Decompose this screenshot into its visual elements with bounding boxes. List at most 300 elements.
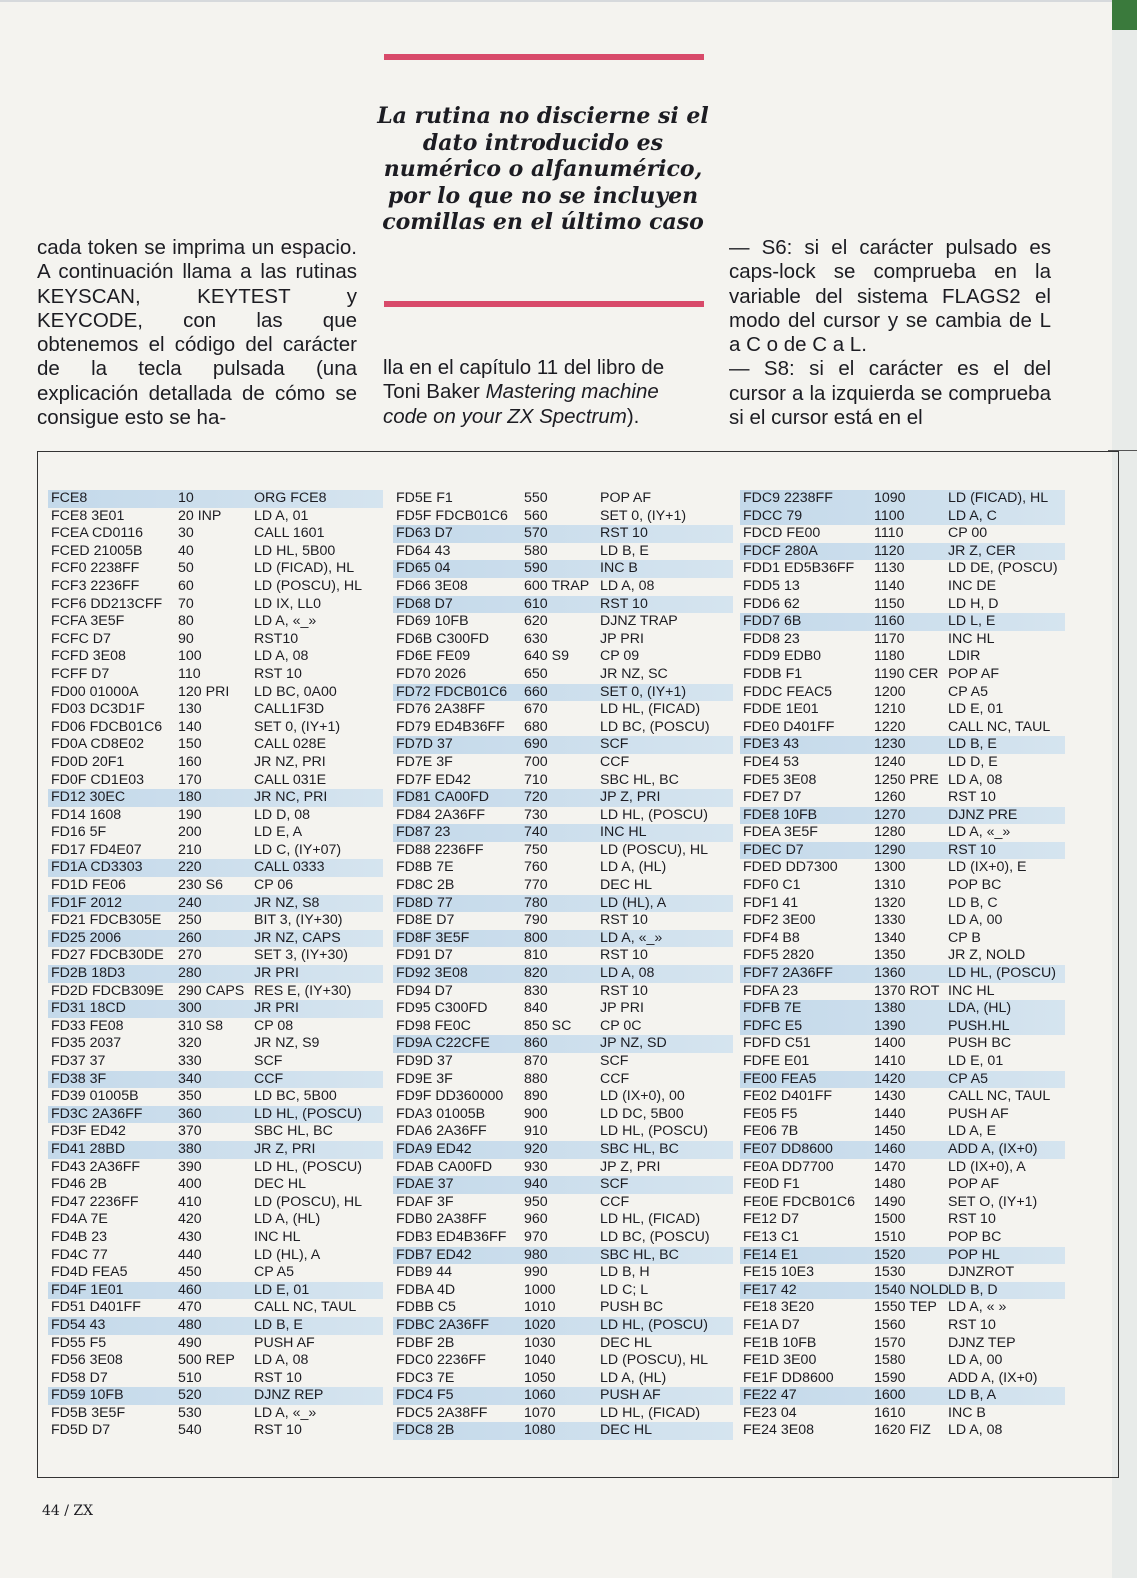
- listing-line: 530: [178, 1404, 202, 1421]
- listing-instruction: JR Z, NOLD: [948, 947, 1026, 964]
- listing-instruction: PUSH AF: [600, 1387, 661, 1404]
- listing-row: [740, 947, 1065, 965]
- listing-line: 710: [524, 771, 548, 788]
- listing-row: [393, 1282, 733, 1300]
- listing-line: 510: [178, 1369, 202, 1386]
- listing-address: FDC0 2236FF: [396, 1352, 486, 1369]
- listing-line: 1270: [874, 806, 906, 823]
- listing-address: FD76 2A38FF: [396, 701, 486, 718]
- listing-line: 1340: [874, 929, 906, 946]
- listing-instruction: RES E, (IY+30): [254, 982, 352, 999]
- listing-row: [393, 613, 733, 631]
- listing-line: 1620 FIZ: [874, 1422, 931, 1439]
- listing-row: [740, 1299, 1065, 1317]
- listing-address: FD41 28BD: [51, 1140, 126, 1157]
- listing-address: FDE0 D401FF: [743, 718, 835, 735]
- listing-instruction: LD HL, (POSCU): [948, 965, 1056, 982]
- listing-row: [48, 631, 383, 649]
- listing-line: 1360: [874, 965, 906, 982]
- listing-address: FD8C 2B: [396, 877, 455, 894]
- listing-line: 890: [524, 1088, 548, 1105]
- listing-line: 970: [524, 1228, 548, 1245]
- listing-line: 540: [178, 1422, 202, 1439]
- listing-instruction: LD A, (HL): [600, 1369, 667, 1386]
- listing-instruction: DJNZ PRE: [948, 806, 1018, 823]
- listing-line: 1530: [874, 1264, 906, 1281]
- page-folio: 44 / ZX: [42, 1503, 94, 1519]
- listing-address: FDD5 13: [743, 577, 800, 594]
- listing-line: 110: [178, 665, 201, 682]
- listing-line: 860: [524, 1035, 548, 1052]
- listing-instruction: JR PRI: [254, 965, 299, 982]
- listing-instruction: LDA, (HL): [948, 1000, 1012, 1017]
- listing-row: [393, 1211, 733, 1229]
- listing-line: 500 REP: [178, 1352, 235, 1369]
- listing-line: 150: [178, 736, 202, 753]
- listing-instruction: LD (POSCU), HL: [254, 1193, 362, 1210]
- listing-instruction: LD DC, 5B00: [600, 1105, 684, 1122]
- listing-address: FDF7 2A36FF: [743, 965, 833, 982]
- listing-row: [48, 525, 383, 543]
- listing-line: 480: [178, 1316, 202, 1333]
- listing-row: [740, 560, 1065, 578]
- listing-instruction: LD L, E: [948, 613, 996, 630]
- listing-instruction: SET 0, (IY+1): [600, 683, 687, 700]
- listing-row: [48, 1035, 383, 1053]
- listing-instruction: PUSH AF: [948, 1105, 1009, 1122]
- listing-address: FDAE 37: [396, 1176, 454, 1193]
- listing-row: [393, 807, 733, 825]
- listing-address: FE1F DD8600: [743, 1369, 834, 1386]
- listing-line: 590: [524, 560, 548, 577]
- listing-instruction: INC DE: [948, 577, 997, 594]
- listing-line: 780: [524, 894, 548, 911]
- listing-line: 1590: [874, 1369, 906, 1386]
- listing-line: 1380: [874, 1000, 906, 1017]
- article-column-right: [729, 236, 1051, 430]
- listing-instruction: ADD A, (IX+0): [948, 1140, 1038, 1157]
- listing-address: FE1B 10FB: [743, 1334, 817, 1351]
- listing-instruction: CCF: [254, 1070, 284, 1087]
- listing-row: [48, 648, 383, 666]
- listing-row: [393, 912, 733, 930]
- listing-address: FD2D FDCB309E: [51, 982, 164, 999]
- listing-row: [393, 895, 733, 913]
- listing-address: FD63 D7: [396, 525, 453, 542]
- listing-instruction: LD A, «_»: [600, 929, 663, 946]
- listing-address: FDD8 23: [743, 630, 800, 647]
- article-column-left: [37, 236, 357, 430]
- listing-address: FE15 10E3: [743, 1264, 814, 1281]
- listing-instruction: LD HL, (POSCU): [254, 1158, 362, 1175]
- listing-instruction: INC HL: [948, 982, 995, 999]
- listing-row: [393, 560, 733, 578]
- listing-row: [393, 543, 733, 561]
- listing-row: [48, 1352, 383, 1370]
- listing-line: 370: [178, 1123, 202, 1140]
- listing-row: [393, 1405, 733, 1423]
- listing-line: 570: [524, 525, 548, 542]
- listing-row: [393, 1370, 733, 1388]
- listing-instruction: LD HL, 5B00: [254, 542, 336, 559]
- listing-row: [48, 1018, 383, 1036]
- listing-instruction: INC HL: [254, 1228, 301, 1245]
- listing-line: 650: [524, 665, 548, 682]
- listing-address: FD12 30EC: [51, 789, 126, 806]
- listing-address: FDE5 3E08: [743, 771, 817, 788]
- listing-line: 1250 PRE: [874, 771, 939, 788]
- listing-row: [740, 842, 1065, 860]
- listing-address: FCFF D7: [51, 665, 110, 682]
- listing-line: 310 S8: [178, 1017, 223, 1034]
- listing-address: FD68 D7: [396, 595, 453, 612]
- listing-instruction: LD BC, (POSCU): [600, 718, 710, 735]
- listing-line: 430: [178, 1228, 202, 1245]
- listing-instruction: LD A, (HL): [600, 859, 667, 876]
- listing-line: 560: [524, 507, 548, 524]
- listing-instruction: LD E, A: [254, 824, 303, 841]
- listing-row: [48, 1264, 383, 1282]
- listing-instruction: CALL1F3D: [254, 701, 325, 718]
- listing-row: [48, 543, 383, 561]
- article-column-middle: [383, 356, 703, 429]
- listing-instruction: INC HL: [948, 630, 995, 647]
- listing-instruction: LD A, 00: [948, 912, 1003, 929]
- listing-address: FDC3 7E: [396, 1369, 455, 1386]
- listing-line: 1200: [874, 683, 906, 700]
- listing-address: FD46 2B: [51, 1176, 107, 1193]
- listing-line: 180: [178, 789, 202, 806]
- listing-address: FD92 3E08: [396, 965, 468, 982]
- listing-instruction: LD A, C: [948, 507, 997, 524]
- listing-line: 400: [178, 1176, 202, 1193]
- listing-instruction: LD E, 01: [948, 1053, 1004, 1069]
- listing-address: FDED DD7300: [743, 859, 838, 876]
- listing-line: 1050: [524, 1369, 556, 1386]
- listing-line: 1010: [524, 1299, 556, 1316]
- listing-line: 580: [524, 542, 548, 559]
- listing-row: [740, 895, 1065, 913]
- listing-address: FE07 DD8600: [743, 1140, 833, 1157]
- listing-line: 270: [178, 947, 202, 964]
- listing-address: FD55 F5: [51, 1334, 107, 1351]
- listing-address: FD8E D7: [396, 912, 455, 929]
- listing-address: FE0A DD7700: [743, 1158, 834, 1175]
- listing-instruction: RST 10: [600, 947, 648, 964]
- listing-row: [393, 983, 733, 1001]
- listing-address: FCFD 3E08: [51, 648, 126, 665]
- listing-row: [740, 1106, 1065, 1124]
- listing-line: 390: [178, 1158, 202, 1175]
- listing-address: FDF4 B8: [743, 929, 800, 946]
- listing-instruction: CALL NC, TAUL: [254, 1299, 357, 1316]
- listing-line: 170: [178, 771, 202, 788]
- listing-row: [740, 631, 1065, 649]
- listing-address: FDDB F1: [743, 665, 803, 682]
- listing-row: [48, 1247, 383, 1265]
- listing-address: FE13 C1: [743, 1228, 799, 1245]
- listing-line: 240: [178, 894, 202, 911]
- listing-address: FD0F CD1E03: [51, 771, 145, 788]
- listing-row: [740, 1282, 1065, 1300]
- paragraph-left: cada token se imprima un espacio. A continuación llama a las rutinas KEYSCAN, KEYTEST y KEYCODE, con las que obtenemos el código del carácter de la tecla pulsada (una explicación detallada de cómo se consigue esto se ha-: [37, 236, 357, 430]
- listing-line: 940: [524, 1176, 548, 1193]
- listing-row: [393, 1071, 733, 1089]
- listing-line: 10: [178, 490, 194, 506]
- listing-line: 1540 NOLD: [874, 1281, 949, 1298]
- listing-instruction: JR PRI: [254, 1000, 299, 1017]
- listing-instruction: POP AF: [600, 490, 651, 506]
- listing-address: FD38 3F: [51, 1070, 107, 1087]
- listing-address: FDC4 F5: [396, 1387, 454, 1404]
- listing-instruction: LD H, D: [948, 595, 999, 612]
- listing-address: FD4F 1E01: [51, 1281, 124, 1298]
- listing-row: [740, 701, 1065, 719]
- listing-line: 920: [524, 1140, 548, 1157]
- listing-row: [393, 631, 733, 649]
- listing-row: [48, 701, 383, 719]
- listing-address: FCEA CD0116: [51, 525, 143, 542]
- listing-row: [48, 613, 383, 631]
- listing-address: FD5D D7: [51, 1422, 111, 1439]
- listing-instruction: LD (POSCU), HL: [600, 841, 708, 858]
- listing-line: 1510: [874, 1228, 906, 1245]
- listing-address: FCF0 2238FF: [51, 560, 140, 577]
- listing-row: [740, 859, 1065, 877]
- listing-instruction: LD BC, 5B00: [254, 1088, 337, 1105]
- listing-line: 1580: [874, 1352, 906, 1369]
- listing-line: 130: [178, 701, 202, 718]
- listing-instruction: CP 09: [600, 648, 640, 665]
- listing-row: [48, 1176, 383, 1194]
- listing-row: [740, 1370, 1065, 1388]
- listing-row: [48, 789, 383, 807]
- listing-row: [393, 596, 733, 614]
- listing-instruction: LD (IX+0), E: [948, 859, 1027, 876]
- listing-line: 1550 TEP: [874, 1299, 937, 1316]
- listing-row: [740, 1317, 1065, 1335]
- listing-instruction: LD (FICAD), HL: [254, 560, 355, 577]
- listing-row: [48, 1123, 383, 1141]
- listing-instruction: LD E, 01: [254, 1281, 310, 1298]
- listing-line: 990: [524, 1264, 548, 1281]
- listing-instruction: CCF: [600, 753, 630, 770]
- listing-row: [393, 1317, 733, 1335]
- listing-line: 1440: [874, 1105, 906, 1122]
- listing-row: [48, 877, 383, 895]
- listing-address: FD9A C22CFE: [396, 1035, 490, 1052]
- listing-row: [740, 1247, 1065, 1265]
- listing-address: FD6E FE09: [396, 648, 471, 665]
- listing-row: [393, 1264, 733, 1282]
- listing-instruction: CP A5: [948, 1070, 988, 1087]
- listing-instruction: RST 10: [600, 912, 648, 929]
- listing-row: [393, 719, 733, 737]
- listing-instruction: PUSH AF: [254, 1334, 315, 1351]
- listing-line: 1230: [874, 736, 906, 753]
- listing-line: 1400: [874, 1035, 906, 1052]
- listing-row: [740, 1071, 1065, 1089]
- listing-row: [740, 1123, 1065, 1141]
- listing-line: 1020: [524, 1316, 556, 1333]
- listing-line: 50: [178, 560, 194, 577]
- listing-instruction: LD B, E: [600, 542, 649, 559]
- listing-instruction: JP PRI: [600, 1000, 644, 1017]
- listing-line: 810: [524, 947, 548, 964]
- listing-line: 260: [178, 929, 202, 946]
- listing-line: 690: [524, 736, 548, 753]
- listing-row: [740, 1053, 1065, 1071]
- listing-instruction: INC B: [600, 560, 638, 577]
- page-corner: [1112, 0, 1137, 30]
- listing-address: FD2B 18D3: [51, 965, 126, 982]
- listing-instruction: LD A, 08: [600, 577, 655, 594]
- listing-address: FD3F ED42: [51, 1123, 126, 1140]
- listing-line: 1330: [874, 912, 906, 929]
- listing-address: FE06 7B: [743, 1123, 799, 1140]
- listing-row: [740, 807, 1065, 825]
- pullquote-top-rule: [384, 54, 704, 60]
- listing-row: [393, 666, 733, 684]
- listing-instruction: LD (HL), A: [254, 1246, 321, 1263]
- listing-address: FD37 37: [51, 1053, 106, 1069]
- listing-column-3: [740, 490, 1065, 1440]
- listing-address: FD3C 2A36FF: [51, 1105, 143, 1122]
- listing-line: 380: [178, 1140, 202, 1157]
- listing-address: FDCF 280A: [743, 542, 818, 559]
- listing-instruction: SCF: [600, 1176, 629, 1193]
- listing-line: 770: [524, 877, 548, 894]
- listing-row: [740, 719, 1065, 737]
- listing-line: 720: [524, 789, 548, 806]
- listing-instruction: LD BC, 0A00: [254, 683, 337, 700]
- listing-line: 440: [178, 1246, 202, 1263]
- listing-instruction: LD HL, (POSCU): [254, 1105, 362, 1122]
- listing-row: [740, 877, 1065, 895]
- listing-row: [48, 1159, 383, 1177]
- listing-instruction: LD HL, (POSCU): [600, 1316, 708, 1333]
- listing-address: FCFA 3E5F: [51, 613, 125, 630]
- listing-instruction: POP BC: [948, 1228, 1002, 1245]
- listing-instruction: LD (IX+0), A: [948, 1158, 1026, 1175]
- listing-line: 330: [178, 1053, 202, 1069]
- listing-instruction: JR NZ, SC: [600, 665, 668, 682]
- listing-row: [393, 1247, 733, 1265]
- listing-row: [48, 1106, 383, 1124]
- listing-address: FDBA 4D: [396, 1281, 456, 1298]
- listing-address: FD39 01005B: [51, 1088, 139, 1105]
- listing-address: FDFD C51: [743, 1035, 811, 1052]
- listing-instruction: SCF: [254, 1053, 283, 1069]
- listing-instruction: JR Z, CER: [948, 542, 1016, 559]
- listing-instruction: CP 08: [254, 1017, 294, 1034]
- listing-line: 80: [178, 613, 194, 630]
- listing-line: 90: [178, 630, 194, 647]
- listing-instruction: LD C; L: [600, 1281, 649, 1298]
- listing-instruction: LD DE, (POSCU): [948, 560, 1058, 577]
- listing-instruction: CP 00: [948, 525, 988, 542]
- listing-line: 980: [524, 1246, 548, 1263]
- listing-address: FDD9 EDB0: [743, 648, 822, 665]
- listing-address: FD43 2A36FF: [51, 1158, 141, 1175]
- listing-instruction: INC B: [948, 1404, 986, 1421]
- listing-line: 1410: [874, 1053, 906, 1069]
- listing-instruction: CALL NC, TAUL: [948, 718, 1051, 735]
- listing-instruction: BIT 3, (IY+30): [254, 912, 343, 929]
- listing-address: FD70 2026: [396, 665, 467, 682]
- listing-address: FDF2 3E00: [743, 912, 816, 929]
- listing-row: [48, 1370, 383, 1388]
- listing-line: 1610: [874, 1404, 906, 1421]
- listing-instruction: LD B, D: [948, 1281, 998, 1298]
- listing-address: FDE4 53: [743, 753, 799, 770]
- listing-address: FD5E F1: [396, 490, 453, 506]
- listing-line: 350: [178, 1088, 202, 1105]
- listing-instruction: JR Z, PRI: [254, 1140, 316, 1157]
- listing-instruction: RST10: [254, 630, 299, 647]
- listing-address: FD9F DD360000: [396, 1088, 504, 1105]
- listing-instruction: INC HL: [600, 824, 647, 841]
- listing-address: FD7E 3F: [396, 753, 453, 770]
- listing-address: FD56 3E08: [51, 1352, 123, 1369]
- listing-instruction: CCF: [600, 1070, 630, 1087]
- listing-line: 250: [178, 912, 202, 929]
- listing-address: FD91 D7: [396, 947, 453, 964]
- listing-row: [48, 1405, 383, 1423]
- listing-instruction: LD A, 08: [254, 648, 309, 665]
- listing-line: 490: [178, 1334, 202, 1351]
- listing-row: [740, 648, 1065, 666]
- listing-line: 1490: [874, 1193, 906, 1210]
- listing-row: [48, 684, 383, 702]
- listing-instruction: SBC HL, BC: [600, 1140, 679, 1157]
- listing-line: 1190 CER: [874, 665, 939, 682]
- listing-address: FDC5 2A38FF: [396, 1404, 488, 1421]
- listing-line: 410: [178, 1193, 202, 1210]
- listing-address: FD8D 77: [396, 894, 453, 911]
- listing-address: FD03 DC3D1F: [51, 701, 145, 718]
- listing-address: FE05 F5: [743, 1105, 798, 1122]
- listing-row: [48, 947, 383, 965]
- listing-instruction: LD D, 08: [254, 806, 310, 823]
- listing-line: 470: [178, 1299, 202, 1316]
- listing-address: FD84 2A36FF: [396, 806, 486, 823]
- listing-instruction: LD A, (HL): [254, 1211, 321, 1228]
- listing-row: [393, 824, 733, 842]
- listing-address: FD5F FDCB01C6: [396, 507, 508, 524]
- listing-instruction: LD A, «_»: [254, 1404, 317, 1421]
- listing-line: 1420: [874, 1070, 906, 1087]
- listing-line: 640 S9: [524, 648, 569, 665]
- listing-instruction: LD B, E: [948, 736, 997, 753]
- listing-column-2: [393, 490, 733, 1440]
- listing-row: [393, 772, 733, 790]
- listing-row: [393, 877, 733, 895]
- listing-instruction: RST 10: [948, 1211, 996, 1228]
- listing-address: FD16 5F: [51, 824, 107, 841]
- listing-line: 1390: [874, 1017, 906, 1034]
- listing-instruction: SCF: [600, 1053, 629, 1069]
- listing-instruction: CALL 031E: [254, 771, 327, 788]
- listing-instruction: SBC HL, BC: [254, 1123, 333, 1140]
- top-edge: [0, 0, 1137, 2]
- listing-row: [48, 1282, 383, 1300]
- listing-address: FDB0 2A38FF: [396, 1211, 487, 1228]
- listing-instruction: DJNZROT: [948, 1264, 1015, 1281]
- listing-line: 1600: [874, 1387, 906, 1404]
- listing-line: 1240: [874, 753, 906, 770]
- listing-instruction: DJNZ TEP: [948, 1334, 1016, 1351]
